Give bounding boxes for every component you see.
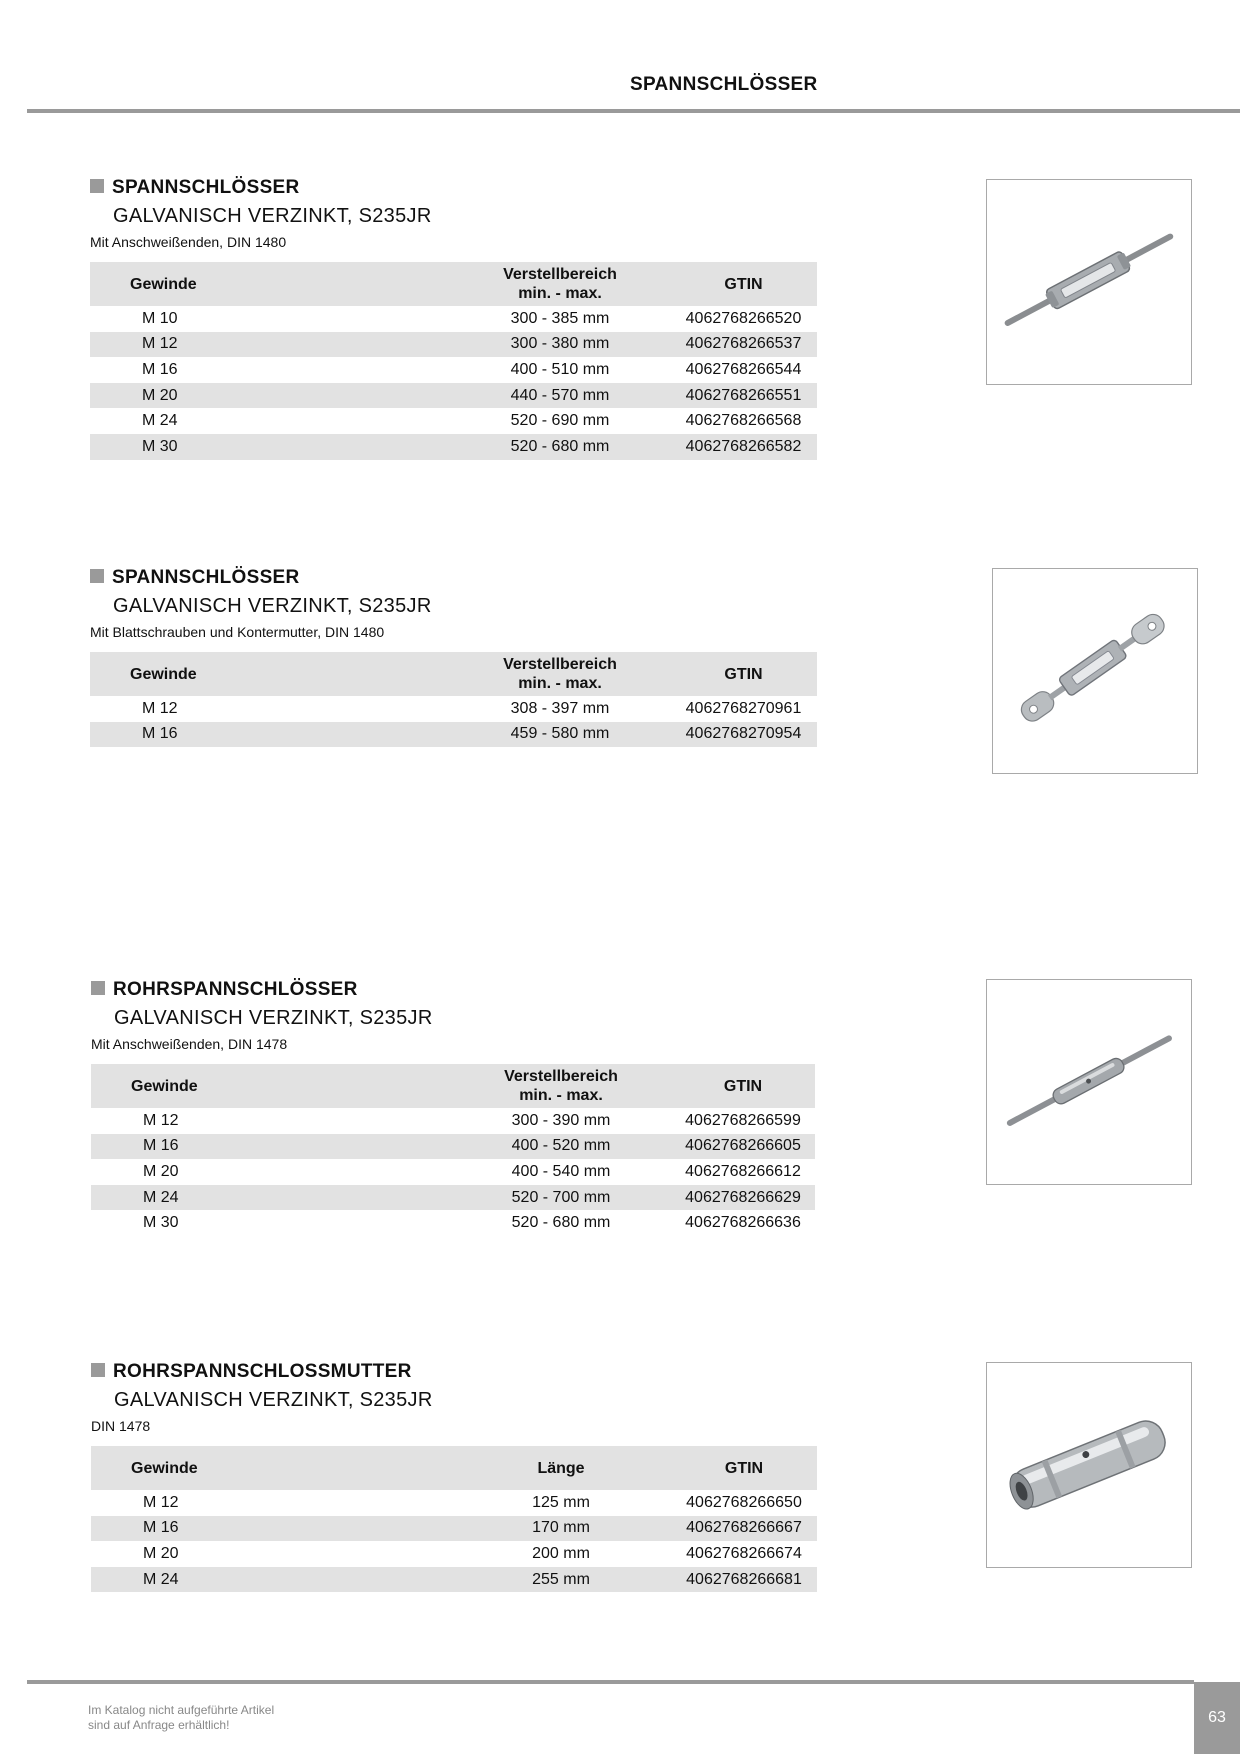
- cell-gewinde: M 20: [90, 383, 450, 409]
- page-header-title: SPANNSCHLÖSSER: [630, 74, 818, 95]
- table-header-row: [90, 652, 817, 696]
- table-row: [90, 383, 817, 409]
- cell-range: 520 - 680 mm: [450, 434, 670, 460]
- product-image-turnbuckle-weld-ends: [986, 179, 1192, 385]
- bullet-square-icon: [90, 569, 104, 583]
- cell-gewinde: M 16: [142, 360, 178, 378]
- cell-range: 400 - 520 mm: [451, 1134, 671, 1160]
- cell-gtin: 4062768266544: [685, 360, 802, 378]
- cell-gtin: 4062768266605: [671, 1134, 815, 1160]
- table-row: [91, 1541, 817, 1567]
- col-header-gewinde: Gewinde: [91, 1446, 451, 1490]
- bullet-square-icon: [91, 1363, 105, 1377]
- table-header-row: [90, 262, 817, 306]
- table-row: [91, 1490, 817, 1516]
- product-image-pipe-turnbuckle: [986, 979, 1192, 1185]
- table-row: [90, 408, 817, 434]
- spec-table: [91, 1064, 815, 1236]
- cell-length: 170 mm: [451, 1516, 671, 1542]
- cell-gtin: 4062768266537: [670, 332, 817, 358]
- table-row: [90, 434, 817, 460]
- cell-gtin: 4062768266612: [685, 1162, 801, 1180]
- cell-gtin: 4062768266674: [686, 1544, 802, 1562]
- cell-range: 400 - 540 mm: [511, 1162, 611, 1180]
- cell-length: 255 mm: [451, 1567, 671, 1593]
- cell-gewinde: M 12: [90, 332, 450, 358]
- cell-range: 300 - 385 mm: [510, 309, 610, 327]
- section-subtitle: GALVANISCH VERZINKT, S235JR: [113, 205, 432, 227]
- section-note: Mit Anschweißenden, DIN 1480: [90, 234, 287, 250]
- col-header-gtin: GTIN: [670, 652, 817, 696]
- section-note: Mit Anschweißenden, DIN 1478: [91, 1036, 288, 1052]
- cell-range: 520 - 680 mm: [511, 1214, 611, 1232]
- col-header-line1: Verstellbereich: [503, 266, 617, 283]
- col-header-line1: Verstellbereich: [503, 656, 617, 673]
- page-number: 63: [1194, 1682, 1240, 1754]
- section-note: Mit Blattschrauben und Kontermutter, DIN 1480: [90, 624, 385, 640]
- cell-range: 459 - 580 mm: [450, 722, 670, 748]
- cell-gewinde: M 12: [143, 1493, 179, 1511]
- table-row: [90, 696, 817, 722]
- table-row: [90, 722, 817, 748]
- section-title: [90, 567, 300, 589]
- cell-range: 400 - 510 mm: [510, 360, 610, 378]
- col-header-verstellbereich: [450, 652, 670, 696]
- section-subtitle: GALVANISCH VERZINKT, S235JR: [114, 1007, 433, 1029]
- cell-gtin: 4062768266599: [685, 1111, 801, 1129]
- col-header-line2: min. - max.: [519, 1087, 603, 1104]
- turnbuckle-image: [987, 180, 1191, 384]
- col-header-line2: min. - max.: [518, 675, 602, 692]
- cell-gewinde: M 16: [91, 1516, 451, 1542]
- spec-table: [90, 652, 817, 747]
- cell-gtin: 4062768266568: [685, 412, 802, 430]
- cell-length: 125 mm: [532, 1493, 590, 1511]
- cell-gtin: 4062768266650: [686, 1493, 802, 1511]
- cell-gtin: 4062768266551: [670, 383, 817, 409]
- cell-gewinde: M 10: [142, 309, 178, 327]
- table-row: [90, 332, 817, 358]
- table-row: [91, 1185, 815, 1211]
- section-subtitle: GALVANISCH VERZINKT, S235JR: [113, 595, 432, 617]
- product-image-pipe-turnbuckle-nut: [986, 1362, 1192, 1568]
- section-note: DIN 1478: [91, 1418, 151, 1434]
- section-title: [91, 1361, 412, 1383]
- pipe-turnbuckle-image: [987, 980, 1191, 1184]
- table-row: [90, 306, 817, 332]
- cell-range: 520 - 700 mm: [451, 1185, 671, 1211]
- cell-gewinde: M 30: [143, 1214, 179, 1232]
- table-row: [91, 1134, 815, 1160]
- cell-gtin: 4062768266629: [671, 1185, 815, 1211]
- cell-gtin: 4062768266667: [671, 1516, 817, 1542]
- cell-range: 300 - 390 mm: [511, 1111, 611, 1129]
- col-header-verstellbereich: [450, 262, 670, 306]
- section-title-text: SPANNSCHLÖSSER: [112, 177, 300, 198]
- cell-gewinde: M 20: [143, 1162, 179, 1180]
- cell-gtin: 4062768266681: [671, 1567, 817, 1593]
- footer-rule: [27, 1680, 1194, 1684]
- footer-note-line1: Im Katalog nicht aufgeführte Artikel: [88, 1703, 275, 1717]
- bullet-square-icon: [90, 179, 104, 193]
- table-row: [90, 357, 817, 383]
- col-header-gtin: GTIN: [671, 1446, 817, 1490]
- table-header-row: [91, 1446, 817, 1490]
- col-header-gtin: GTIN: [671, 1064, 815, 1108]
- spec-table: [91, 1446, 817, 1592]
- pipe-nut-image: [987, 1363, 1191, 1567]
- turnbuckle-eye-image: [993, 569, 1197, 773]
- cell-gewinde: M 24: [91, 1567, 451, 1593]
- cell-range: 520 - 690 mm: [510, 412, 610, 430]
- section-title: [91, 979, 358, 1001]
- cell-gtin: 4062768270961: [685, 699, 802, 717]
- col-header-verstellbereich: [451, 1064, 671, 1108]
- cell-gtin: 4062768266636: [685, 1214, 801, 1232]
- table-header-row: [91, 1064, 815, 1108]
- table-row: [91, 1516, 817, 1542]
- table-row: [91, 1567, 817, 1593]
- col-header-laenge: Länge: [451, 1446, 671, 1490]
- cell-gewinde: M 30: [90, 434, 450, 460]
- col-header-gewinde: Gewinde: [90, 652, 450, 696]
- cell-gewinde: M 16: [90, 722, 450, 748]
- table-row: [91, 1210, 815, 1236]
- cell-gewinde: M 24: [142, 412, 178, 430]
- col-header-gewinde: Gewinde: [91, 1064, 451, 1108]
- header-rule: [27, 109, 1240, 113]
- cell-gewinde: M 24: [91, 1185, 451, 1211]
- col-header-gewinde: Gewinde: [90, 262, 450, 306]
- table-row: [91, 1108, 815, 1134]
- table-row: [91, 1159, 815, 1185]
- cell-gtin: 4062768266582: [670, 434, 817, 460]
- spec-table: [90, 262, 817, 460]
- cell-gewinde: M 12: [142, 699, 178, 717]
- cell-gtin: 4062768270954: [670, 722, 817, 748]
- section-title-text: ROHRSPANNSCHLÖSSER: [113, 979, 358, 1000]
- section-subtitle: GALVANISCH VERZINKT, S235JR: [114, 1389, 433, 1411]
- cell-gewinde: M 20: [143, 1544, 179, 1562]
- col-header-line2: min. - max.: [518, 285, 602, 302]
- col-header-gtin: GTIN: [670, 262, 817, 306]
- product-image-turnbuckle-eye-plates: [992, 568, 1198, 774]
- col-header-line1: Verstellbereich: [504, 1068, 618, 1085]
- cell-gtin: 4062768266520: [685, 309, 802, 327]
- section-title-text: ROHRSPANNSCHLOSSMUTTER: [113, 1361, 412, 1382]
- section-title-text: SPANNSCHLÖSSER: [112, 567, 300, 588]
- cell-range: 300 - 380 mm: [450, 332, 670, 358]
- section-title: [90, 177, 300, 199]
- bullet-square-icon: [91, 981, 105, 995]
- cell-gewinde: M 16: [91, 1134, 451, 1160]
- cell-gewinde: M 12: [143, 1111, 179, 1129]
- footer-note-line2: sind auf Anfrage erhältlich!: [88, 1718, 230, 1732]
- cell-length: 200 mm: [532, 1544, 590, 1562]
- cell-range: 308 - 397 mm: [510, 699, 610, 717]
- footer-note: [88, 1703, 274, 1733]
- cell-range: 440 - 570 mm: [450, 383, 670, 409]
